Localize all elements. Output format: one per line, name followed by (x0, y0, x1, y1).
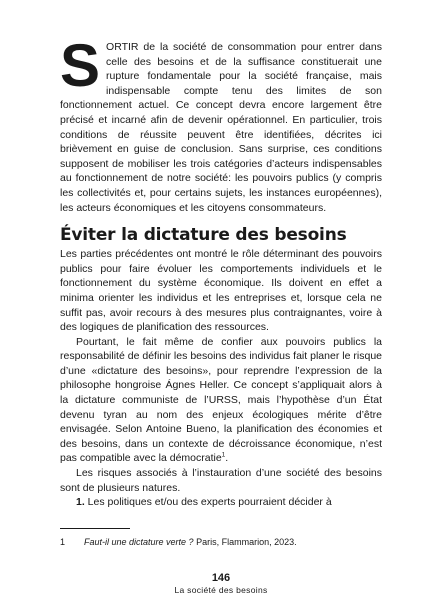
footnote-divider (60, 528, 130, 529)
footnote (60, 536, 382, 548)
list-item-1 (60, 495, 382, 510)
page-number: 146 (211, 572, 231, 584)
drop-cap: S (60, 32, 101, 99)
running-title: La société des besoins (174, 585, 268, 595)
lead-word: ORTIR (106, 41, 139, 53)
intro-paragraph (60, 32, 382, 215)
page-body (60, 32, 382, 510)
list-number: 1. (76, 496, 85, 509)
section-heading: Éviter la dictature des besoins (60, 225, 347, 246)
paragraph-2 (60, 335, 382, 466)
paragraph-2-text: Pourtant, le fait même de confier aux pouvoirs publics la responsabilité de définir les besoins des individus fait planer le risque d’une «dictature des besoins», pour reprendre l’expression de la philosophe hongroise Ágnes Heller. Ce concept s’appliquait alors à la dictature communiste de l’URSS, mais l’hypothèse d’un État devenu tyran au nom des enjeux écologiques mérite d’être envisagée. Selon Antoine Bueno, la planification des économies et des besoins, dans un contexte de décroissance économique, n’est pas compatible avec la démocratie (60, 335, 382, 465)
footnote-title: Faut-il une dictature verte ? (84, 537, 194, 547)
footnote-ref[interactable]: 1 (221, 451, 226, 459)
list-item-1-text: Les politiques et/ou des experts pourraient décider à (84, 496, 332, 509)
paragraph-2-end: . (225, 452, 229, 465)
paragraph-3: Les risques associés à l’instauration d’une société des besoins sont de plusieurs natures. (60, 467, 382, 494)
footnote-number: 1 (60, 537, 66, 547)
intro-text: de la société de consommation pour entrer dans celle des besoins et de la suffisance constituerait une rupture fondamentale pour la société française, mais indispensable compte tenu des limites de son fonctionnement actuel. Ce concept devra encore largement être précisé et incarné afin de devenir opérationnel. En particulier, trois conditions de réussite peuvent être identifiées, décrites ici brièvement en guise de conclusion. Sans surprise, ces conditions supposent de mobiliser les trois catégories d’acteurs indispensables au fonctionnement de notre société: les pouvoirs publics (y compris les collectivités et, pour certains sujets, les instances européennes), les acteurs économiques et les citoyens consommateurs. (60, 41, 382, 214)
paragraph-1: Les parties précédentes ont montré le rôle déterminant des pouvoirs publics pour faire évoluer les comportements individuels et le fonctionnement du système économique. Ils doivent en effet a minima orienter les individus et les entreprises et, lorsque cela ne suffit pas, avoir recours à des mesures plus contraignantes, voire à des logiques de planification des ressources. (60, 248, 382, 334)
footnote-rest: Paris, Flammarion, 2023. (193, 537, 297, 547)
